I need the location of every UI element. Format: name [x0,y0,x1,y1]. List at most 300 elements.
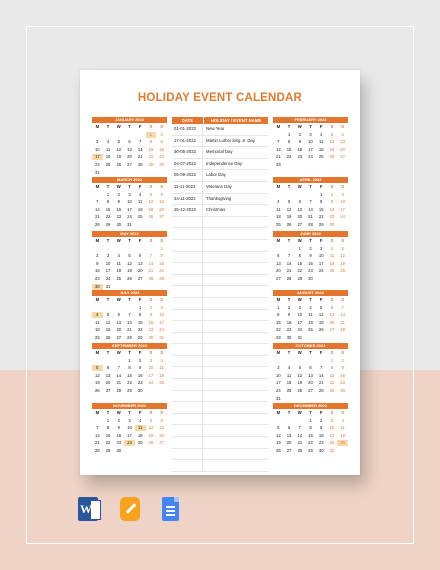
day-cell: 16 [340,372,345,378]
weekday-label: W [116,124,121,129]
day-cell: 7 [96,199,99,205]
day-cell: 14 [127,319,132,325]
day-cell: 5 [149,191,153,197]
day-cell: 13 [308,372,313,378]
day-cell: 15 [286,146,292,152]
day-cell: 22 [105,214,111,220]
weekday-label: S [330,124,334,129]
weekday-label: S [330,238,334,243]
weekday-label: M [276,124,281,129]
day-cell: 4 [287,365,291,371]
day-cell: 21 [137,154,143,160]
weekday-label: F [319,124,323,129]
day-cell: 14 [297,432,303,438]
day-cell: 2 [341,357,344,363]
event-row [172,182,268,194]
day-cell: 7 [287,253,291,259]
day-cell: 28 [276,161,281,167]
month-days-grid [273,238,348,282]
month-title: AUGUST 2022 [273,290,348,296]
day-cell: 29 [105,447,111,453]
day-blank [273,418,284,424]
event-date: 25-12-2022 [172,205,203,216]
day-cell: 30 [137,387,143,393]
day-cell: 2 [149,304,153,310]
day-cell: 14 [116,372,122,378]
event-row-empty [172,437,268,449]
weekday-label: T [106,124,110,129]
month-title: JANUARY 2022 [92,117,167,123]
day-cell: 28 [308,221,313,227]
day-cell: 14 [148,260,154,266]
day-cell: 10 [127,199,132,205]
day-cell: 5 [287,199,291,205]
day-cell: 12 [340,253,345,259]
event-name: Labor Day [206,172,226,178]
day-cell: 10 [276,372,281,378]
day-cell: 14 [137,146,143,152]
day-cell: 10 [318,253,324,259]
day-cell: 3 [106,253,110,259]
day-cell: 22 [297,268,303,274]
day-cell: 6 [309,365,312,371]
month-title: APRIL 2022 [273,177,348,183]
event-row-empty [172,240,268,252]
day-cell: 4 [106,139,110,145]
event-row [172,136,268,148]
event-row-empty [172,217,268,229]
day-cell: 7 [117,365,120,371]
weekday-label: F [319,238,323,243]
day-cell: 11 [276,206,281,212]
day-cell: 27 [127,161,132,167]
weekday-label: T [106,410,110,415]
weekday-label: M [95,350,100,355]
month-title: MARCH 2022 [92,177,167,183]
day-cell: 7 [149,253,153,259]
day-cell: 23 [308,268,313,274]
day-cell: 13 [159,425,164,431]
day-cell: 1 [106,417,110,423]
day-cell: 21 [308,214,313,220]
event-row-empty [172,391,268,403]
day-blank [294,358,305,364]
day-cell: 25 [137,440,143,446]
day-cell: 29 [159,275,164,281]
day-cell: 16 [159,146,164,152]
day-blank [273,246,284,252]
event-date: 04-07-2022 [172,159,203,170]
day-cell: 1 [106,191,110,197]
day-cell: 8 [160,253,163,259]
weekday-label: T [106,350,110,355]
weekday-label: F [138,184,142,189]
weekday-label: T [309,124,312,129]
day-cell: 29 [318,221,324,227]
day-cell: 2 [139,357,142,363]
day-cell: 24 [95,161,100,167]
event-row-empty [172,286,268,298]
event-date: 01-01-2022 [172,124,203,135]
day-cell: 2 [309,245,312,251]
day-cell: 7 [298,425,301,431]
weekday-label: F [138,124,142,129]
day-cell: 11 [159,365,164,371]
day-cell: 24 [159,327,164,333]
day-cell: 21 [148,268,154,274]
day-cell: 16 [318,432,324,438]
day-cell: 9 [117,199,120,205]
weekday-label: T [287,350,291,355]
day-cell: 1 [287,131,291,137]
day-cell: 5 [330,131,334,137]
day-cell: 21 [297,440,303,446]
day-cell: 30 [116,447,122,453]
day-cell: 3 [330,417,334,423]
day-blank [113,246,124,252]
month-calendar [92,343,167,394]
day-cell: 9 [117,425,120,431]
weekday-label: T [128,124,131,129]
weekday-label: T [309,410,312,415]
weekday-label: S [160,350,164,355]
docs-line [166,514,175,516]
weekday-label: S [160,297,164,302]
day-cell: 2 [117,191,120,197]
day-cell: 20 [286,440,292,446]
day-cell: 27 [297,221,303,227]
day-cell: 10 [297,312,303,318]
event-row-empty [172,425,268,437]
day-blank [92,305,103,311]
day-cell: 17 [329,432,335,438]
day-cell: 26 [286,221,292,227]
day-cell: 23 [329,214,335,220]
day-cell: 17 [148,372,154,378]
day-cell: 12 [95,372,100,378]
day-cell: 25 [95,334,100,340]
day-cell: 16 [329,206,335,212]
day-cell: 10 [105,260,111,266]
month-title: DECEMBER 2022 [273,403,348,409]
day-cell: 19 [340,260,345,266]
day-cell: 11 [95,319,100,325]
month-days-grid [92,410,167,454]
day-blank [92,132,103,138]
day-cell: 5 [128,253,131,259]
event-row-empty [172,333,268,345]
day-cell: 26 [297,387,303,393]
day-cell: 21 [318,380,324,386]
day-cell: 13 [127,146,132,152]
weekday-label: S [330,297,334,302]
weekday-label: S [160,184,164,189]
day-cell: 21 [286,268,292,274]
day-cell: 7 [309,199,312,205]
day-cell: 9 [287,312,291,318]
pages-icon[interactable] [120,497,140,521]
event-row-empty [172,321,268,333]
event-name: Thanksgiving [206,195,232,201]
day-cell: 16 [308,260,313,266]
day-cell: 11 [286,372,292,378]
day-cell: 14 [340,312,345,318]
weekday-label: W [297,410,302,415]
day-cell: 11 [105,146,111,152]
day-cell: 6 [298,199,301,205]
day-cell: 18 [137,432,143,438]
weekday-label: T [287,184,291,189]
day-blank [305,192,316,198]
day-cell: 22 [148,154,154,160]
weekday-label: T [128,297,131,302]
day-cell: 12 [286,206,292,212]
day-blank [92,192,103,198]
day-cell: 20 [308,380,313,386]
day-cell: 2 [96,253,99,259]
day-cell: 3 [277,365,280,371]
weekday-label: W [297,297,302,302]
day-cell: 12 [329,139,335,145]
day-cell: 14 [276,146,281,152]
day-cell: 15 [105,432,111,438]
event-date: 24-11-2022 [172,194,203,205]
day-cell: 19 [297,380,303,386]
weekday-label: W [297,238,302,243]
day-cell: 18 [276,214,281,220]
day-cell: 6 [160,191,163,197]
event-date: 30-05-2022 [172,147,203,158]
day-cell: 6 [341,131,344,137]
day-cell: 13 [340,139,345,145]
day-cell: 23 [148,327,154,333]
day-cell: 16 [297,146,303,152]
day-cell: 24 [297,327,303,333]
day-cell: 30 [286,334,292,340]
day-cell: 16 [116,206,122,212]
weekday-label: S [341,350,345,355]
weekday-label: T [128,184,131,189]
day-blank [284,246,295,252]
day-blank [124,132,135,138]
day-cell: 29 [137,334,143,340]
google-docs-icon[interactable] [162,497,179,521]
events-rows [172,124,268,472]
day-cell: 31 [127,221,132,227]
day-cell: 28 [137,161,143,167]
day-cell: 9 [149,312,153,318]
day-cell: 12 [318,312,324,318]
month-calendar [273,177,348,228]
month-calendar [92,290,167,341]
month-title: FEBRUARY 2022 [273,117,348,123]
day-cell: 5 [149,417,153,423]
month-calendar [92,231,167,290]
event-name: New Year [206,126,225,131]
month-title: OCTOBER 2022 [273,343,348,349]
word-icon[interactable] [78,497,98,521]
day-cell: 20 [297,214,303,220]
day-cell: 9 [309,253,312,259]
day-cell: 31 [276,395,281,401]
day-blank [273,132,284,138]
event-name: Martin Luther king Jr. Day [206,137,255,143]
day-cell: 25 [286,387,292,393]
event-date: 17-01-2022 [172,136,203,147]
docs-line [166,510,175,512]
day-cell: 18 [318,146,324,152]
day-cell: 4 [277,199,280,205]
day-cell: 17 [127,432,132,438]
day-blank [284,192,295,198]
day-cell: 17 [127,206,132,212]
month-days-grid [92,184,167,228]
day-blank [294,418,305,424]
day-cell: 21 [116,380,122,386]
day-cell: 12 [105,319,111,325]
event-date: 11-11-2022 [172,182,203,193]
day-cell: 3 [128,191,131,197]
weekday-label: T [106,184,110,189]
day-cell: 28 [340,327,345,333]
event-row-empty [172,460,268,472]
day-cell: 30 [329,221,335,227]
event-row-empty [172,379,268,391]
day-cell: 4 [341,417,344,423]
weekday-label: S [149,410,153,415]
day-cell: 19 [318,319,324,325]
day-cell: 24 [340,214,345,220]
day-cell: 10 [127,425,132,431]
day-cell: 26 [276,447,281,453]
day-cell: 20 [137,268,143,274]
month-days-grid [92,238,167,290]
day-cell: 9 [341,365,344,371]
day-cell: 29 [329,387,335,393]
event-row-empty [172,252,268,264]
day-cell: 1 [139,304,142,310]
holiday-day: 11 [135,425,146,431]
day-cell: 4 [309,304,312,310]
holiday-day: 17 [92,154,103,160]
day-cell: 26 [329,154,335,160]
weekday-label: T [309,297,312,302]
weekday-label: S [149,184,153,189]
day-cell: 28 [297,447,303,453]
day-cell: 17 [297,319,303,325]
day-cell: 4 [139,417,142,423]
day-cell: 2 [320,417,323,423]
day-cell: 20 [159,206,164,212]
weekday-label: T [128,350,131,355]
day-cell: 26 [95,387,100,393]
day-cell: 30 [318,447,324,453]
day-cell: 21 [340,319,345,325]
day-cell: 22 [159,268,164,274]
day-cell: 27 [159,440,164,446]
day-cell: 29 [308,447,313,453]
event-row-empty [172,298,268,310]
weekday-label: S [341,410,345,415]
day-cell: 16 [286,319,292,325]
day-blank [124,305,135,311]
day-blank [103,305,114,311]
day-cell: 5 [298,365,301,371]
month-days-grid [92,297,167,341]
event-name-column-header: HOLIDAY / EVENT NAME [204,117,268,124]
event-row-empty [172,228,268,240]
day-cell: 5 [320,304,323,310]
day-cell: 29 [105,221,111,227]
day-cell: 16 [148,319,154,325]
month-title: MAY 2022 [92,231,167,237]
day-cell: 6 [139,253,142,259]
weekday-label: W [116,184,121,189]
day-cell: 10 [308,139,313,145]
day-cell: 27 [340,154,345,160]
day-cell: 30 [308,275,313,281]
day-cell: 11 [116,260,121,266]
day-cell: 3 [341,191,344,197]
day-cell: 22 [105,440,111,446]
docs-line [166,506,175,508]
day-cell: 26 [318,327,324,333]
day-cell: 22 [286,154,292,160]
event-date: 05-09-2022 [172,170,203,181]
day-cell: 26 [127,275,132,281]
day-cell: 8 [298,253,301,259]
day-cell: 3 [309,131,312,137]
day-cell: 2 [117,417,120,423]
day-cell: 22 [276,327,281,333]
day-cell: 8 [139,312,142,318]
month-title: JUNE 2022 [273,231,348,237]
day-cell: 23 [116,440,122,446]
day-cell: 23 [116,214,122,220]
day-cell: 6 [106,365,110,371]
day-cell: 7 [128,312,131,318]
day-blank [92,358,103,364]
day-cell: 27 [329,327,335,333]
pages-pen-shape [126,503,137,514]
day-cell: 15 [159,260,164,266]
day-cell: 15 [329,372,335,378]
day-cell: 19 [276,440,281,446]
weekday-label: T [309,350,312,355]
day-cell: 25 [159,380,164,386]
day-cell: 26 [116,161,122,167]
month-days-grid [92,350,167,394]
day-cell: 27 [137,275,143,281]
day-cell: 15 [127,372,132,378]
day-cell: 24 [308,154,313,160]
day-cell: 28 [116,387,122,393]
day-cell: 21 [95,214,100,220]
day-cell: 2 [160,131,163,137]
day-cell: 31 [297,334,303,340]
weekday-label: M [95,297,100,302]
day-cell: 6 [160,417,163,423]
weekday-label: T [287,410,291,415]
day-cell: 28 [318,387,324,393]
month-title: JULY 2022 [92,290,167,296]
day-cell: 4 [160,357,163,363]
month-days-grid [92,124,167,176]
day-cell: 31 [329,447,335,453]
day-cell: 3 [149,357,153,363]
event-row [172,205,268,217]
weekday-label: S [149,297,153,302]
